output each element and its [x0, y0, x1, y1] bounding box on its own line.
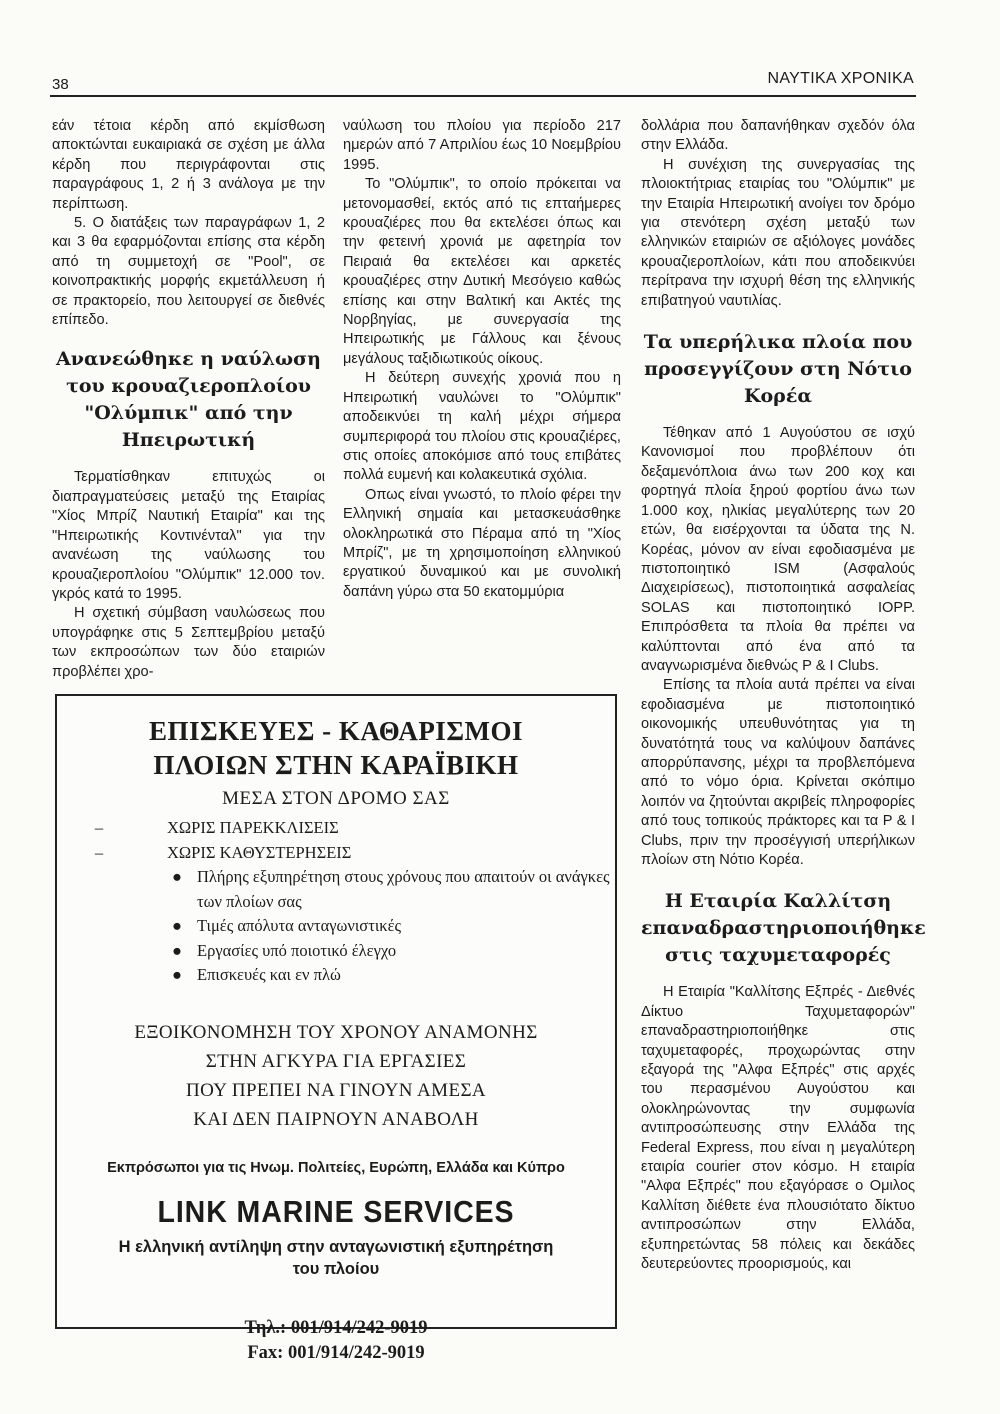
- ad-item-text: ΧΩΡΙΣ ΚΑΘΥΣΤΕΡΗΣΕΙΣ: [167, 842, 352, 862]
- ad-feature-list: [94, 816, 615, 988]
- paragraph: Επίσης τα πλοία αυτά πρέπει να είναι εφοδιασμένα με πιστοποιητικό οικονομικής υπευθυνότητας για τη δυνατότητά τους να καλύψουν δαπάνες απορρύπανσης, μέχρι τα προβλεπόμενα από το νόμο όρια. Κρίνεται σκόπιμο λοιπόν να ζητούνται ακριβείς πληροφορίες από τους τοπικούς πράκτορες και τα P & I Clubs, πριν την προσέγγισή υπερήλικων πλοίων στη Νότιο Κορέα.: [641, 677, 915, 868]
- ad-tagline: [57, 1236, 615, 1280]
- ad-fax: Fax: 001/914/242-9019: [247, 1342, 425, 1363]
- ad-bullet-item: [167, 963, 615, 988]
- article-heading: Ανανεώθηκε η ναύλωση του κρουαζιεροπλοίου "Ολύμπικ" από την Ηπειρωτική: [56, 348, 321, 452]
- ad-dash-item: [94, 816, 615, 841]
- paragraph: 5. Ο διατάξεις των παραγράφων 1, 2 και 3 θα εφαρμόζονται επίσης στα κέρδη από τη συμμετοχή σε "Pool", σε κοινοπρακτικής μορφής εκμετάλλευση ή σε πρακτορείο, που λειτουργεί σε διεθνές επίπεδο.: [52, 215, 325, 329]
- dash-icon: –: [94, 818, 104, 837]
- bullet-icon: ●: [172, 916, 182, 935]
- paragraph: Το "Ολύμπικ", το οποίο πρόκειται να μετονομασθεί, εκτός από τις επταήμερες κρουαζιέρες που θα εκτελέσει όπως και την φετεινή χρονιά με αφετηρία τον Πειραιά θα εκτελέσει και αρκετές κρουαζιέρες στην Δυτική Μεσόγειο καθώς επίσης και στην Βαλτική και Ακτές της Νορβηγίας, με συνεργασία της Ηπειρωτικής με Γάλλους και ξένους μεγάλους ταξιδιωτικούς οίκους.: [343, 176, 621, 367]
- ad-subtitle: ΜΕΣΑ ΣΤΟΝ ΔΡΟΜΟ ΣΑΣ: [222, 788, 450, 809]
- ad-bullet-item: [167, 865, 615, 914]
- running-head: ΝΑΥΤΙΚΑ ΧΡΟΝΙΚΑ: [767, 70, 914, 87]
- column-middle: [343, 117, 621, 602]
- paragraph: Η δεύτερη συνεχής χρονιά που η Ηπειρωτική ναυλώνει το "Ολύμπικ" αποδεικνύει τη καλή μέχρι σήμερα συμπεριφορά του πλοίου στις κρουαζιέρες, στις οποίες αποκόμισε από τους επιβάτες πολλά ευμενή και κολακευτικά σχόλια.: [343, 370, 621, 484]
- ad-bullet-item: [167, 939, 615, 964]
- column-left: [52, 117, 325, 682]
- bullet-icon: ●: [172, 965, 182, 984]
- paragraph: δολλάρια που δαπανήθηκαν σχεδόν όλα στην Ελλάδα.: [641, 118, 915, 154]
- ad-bullet-item: [167, 914, 615, 939]
- ad-title-line: ΕΠΙΣΚΕΥΕΣ - ΚΑΘΑΡΙΣΜΟΙ: [149, 716, 523, 746]
- ad-dash-item: [94, 841, 615, 866]
- ad-brand-name: LINK MARINE SERVICES: [157, 1193, 515, 1229]
- paragraph: ναύλωση του πλοίου για περίοδο 217 ημερών από 7 Απριλίου έως 10 Νοεμβρίου 1995.: [343, 118, 621, 173]
- ad-title-line: ΠΛΟΙΩΝ ΣΤΗΝ ΚΑΡΑΪΒΙΚΗ: [153, 750, 519, 780]
- header-rule: [50, 95, 916, 97]
- ad-item-text: ΧΩΡΙΣ ΠΑΡΕΚΚΛΙΣΕΙΣ: [167, 818, 339, 837]
- ad-slogan-line: ΣΤΗΝ ΑΓΚΥΡΑ ΓΙΑ ΕΡΓΑΣΙΕΣ: [205, 1050, 467, 1072]
- paragraph: Τερματίσθηκαν επιτυχώς οι διαπραγματεύσεις μεταξύ της Εταιρίας "Χίος Μπρίζ Ναυτική Εταιρία" και της "Ηπειρωτικής Κοντινένταλ" για την ανανέωση της ναύλωσης του κρουαζιεροπλοίου "Ολύμπικ" 12.000 τον. γκρός κατά το 1995.: [52, 469, 325, 602]
- ad-item-text: Πλήρης εξυπηρέτηση στους χρόνους που απαιτούν οι ανάγκες των πλοίων σας: [197, 867, 610, 911]
- paragraph: Η σχετική σύμβαση ναυλώσεως που υπογράφηκε στις 5 Σεπτεμβρίου μεταξύ των εκπροσώπων των δύο εταιριών προβλέπει χρο-: [52, 605, 325, 680]
- bullet-icon: ●: [172, 867, 182, 886]
- ad-slogan-block: [57, 1018, 615, 1134]
- paragraph: Η Εταιρία "Καλλίτσης Εξπρές - Διεθνές Δίκτυο Ταχυμεταφορών" επαναδραστηριοποιήθηκε στις ταχυμεταφορές, προχωρώντας στην εξαγορά της "Αλφα Εξπρές" στις αρχές του περασμένου Αυγούστου και ολοκληρώνοντας την συμφωνία αντιπροσώπευσης στην Ελλάδα της Federal Express, που είναι η μεγαλύτερη εταιρία courier στον κόσμο. Η εταιρία "Αλφα Εξπρές" που εξαγόρασε ο Ομιλος Καλλίτση διέθετε ένα πλουσιότατο δίκτυο αντιπροσώπων στην Ελλάδα, εξυπηρετώντας 58 πόλεις και δεκάδες δευτερεύοντες προορισμούς, και: [641, 984, 915, 1273]
- ad-representatives: Εκπρόσωποι για τις Ηνωμ. Πολιτείες, Ευρώπη, Ελλάδα και Κύπρο: [107, 1159, 565, 1176]
- ad-slogan-line: ΠΟΥ ΠΡΕΠΕΙ ΝΑ ΓΙΝΟΥΝ ΑΜΕΣΑ: [185, 1079, 487, 1101]
- ad-item-text: Επισκευές και εν πλώ: [197, 965, 341, 984]
- ad-slogan-line: ΚΑΙ ΔΕΝ ΠΑΙΡΝΟΥΝ ΑΝΑΒΟΛΗ: [193, 1108, 479, 1130]
- ad-tagline-line: του πλοίου: [292, 1259, 380, 1278]
- article-heading: Η Εταιρία Καλλίτση επαναδραστηριοποιήθηκε στις ταχυμεταφορές: [641, 890, 926, 967]
- paragraph: εάν τέτοια κέρδη από εκμίσθωση αποκτώνται ευκαιριακά σε σχέση με άλλα κέρδη που περιγράφονται στις παραγράφους 1, 2 ή 3 ανάλογα με την περίπτωση.: [52, 118, 325, 212]
- column-right: [641, 117, 926, 1275]
- ad-slogan-line: ΕΞΟΙΚΟΝΟΜΗΣΗ ΤΟΥ ΧΡΟΝΟΥ ΑΝΑΜΟΝΗΣ: [134, 1021, 538, 1043]
- dash-icon: –: [94, 842, 104, 862]
- paragraph: Η συνέχιση της συνεργασίας της πλοιοκτήτριας εταιρίας του "Ολύμπικ" με την Εταιρία Ηπειρωτική ανοίγει τον δρόμο για στενότερη σχέση μεταξύ των ελληνικών εταιριών σε αξιόλογες μονάδες κρουαζιεροπλοίων, κάτι που αποδεικνύει περίτρανα την ισχυρή θέση της ελληνικής επιβατηγού ναυτιλίας.: [641, 156, 915, 309]
- advertisement-box: [55, 694, 617, 1363]
- page-number: 38: [52, 76, 69, 93]
- ad-item-text: Τιμές απόλυτα ανταγωνιστικές: [197, 916, 402, 935]
- paragraph: Τέθηκαν από 1 Αυγούστου σε ισχύ Κανονισμοί που προβλέπουν ότι δεξαμενόπλοια άνω των 200 κοχ και φορτηγά πλοία ξηρού φορτίου άνω των 1.000 κοχ, ηλικίας μεγαλύτερης των 20 ετών, θα εισέρχονται τα ύδατα της Ν. Κορέας, μόνον αν είναι εφοδιασμένα με πιστοποιητικό ISM (Ασφαλούς Διαχειρίσεως), πιστοποιητικά ασφαλείας SOLAS και πιστοποιητικό IOPP. Επιπρόσθετα τα πλοία θα πρέπει να καλύπτονται από ένα από τα αναγνωρισμένα διεθνώς P & I Clubs.: [641, 425, 915, 674]
- bullet-icon: ●: [172, 940, 182, 960]
- ad-item-text: Εργασίες υπό ποιοτικό έλεγχο: [197, 940, 397, 960]
- article-heading: Τα υπερήλικα πλοία που προσεγγίζουν στη Νότιο Κορέα: [643, 331, 913, 408]
- ad-tagline-line: Η ελληνική αντίληψη στην ανταγωνιστική εξυπηρέτηση: [118, 1237, 554, 1256]
- ad-phone: Τηλ.: 001/914/242-9019: [244, 1317, 428, 1338]
- paragraph: Οπως είναι γνωστό, το πλοίο φέρει την Ελληνική σημαία και μετασκευάσθηκε ολοκληρωτικά στο Πέραμα από τη "Χίος Μπρίζ", με τη χρησιμοποίηση ελληνικού εργατικού δυναμικού και με συνολική δαπάνη γύρω στα 50 εκατομμύρια: [343, 486, 621, 600]
